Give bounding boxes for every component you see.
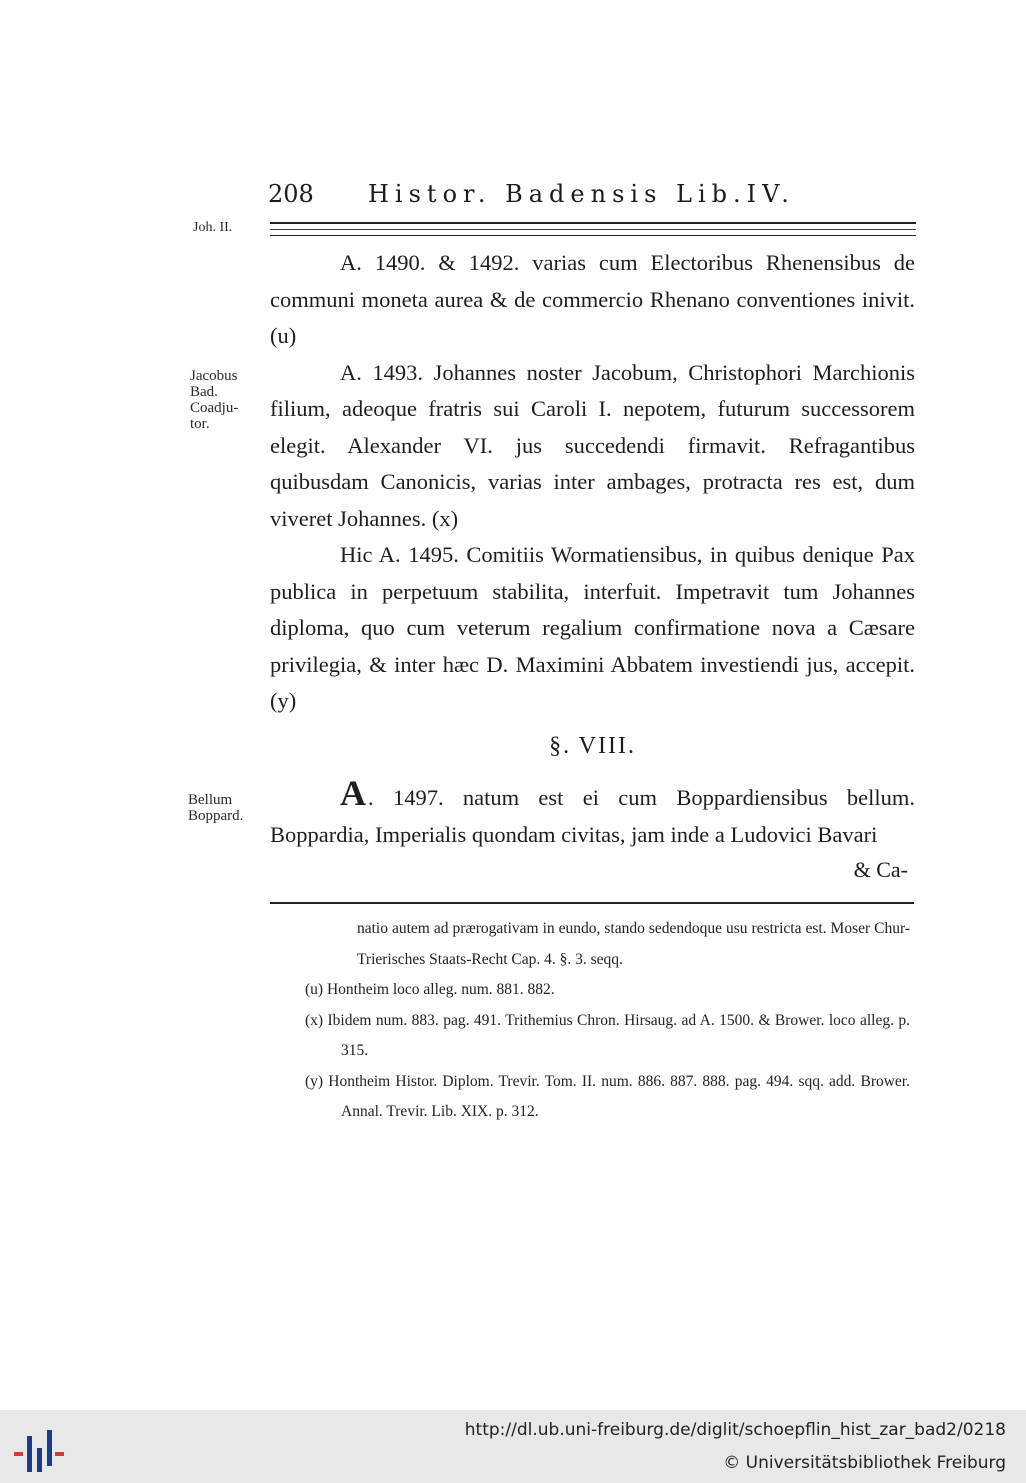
header-rule: [270, 222, 916, 236]
footnote-continued: natio autem ad prærogativam in eundo, stando sedendoque usu restricta est. Moser Chur-Trierisches Staats-Recht Cap. 4. §. 3. seqq.: [357, 920, 910, 968]
paragraph-2: A. 1493. Johannes noster Jacobum, Christophori Marchionis filium, adeoque fratris sui Caroli I. nepotem, futurum successorem elegit. Alexander VI. jus succedendi firmavit. Refragantibus quibusdam Canonicis, varias inter ambages, protracta res est, dum viveret Johannes. (x): [270, 359, 915, 531]
paragraph-1: A. 1490. & 1492. varias cum Electoribus Rhenensibus de communi moneta aurea & de commercio Rhenano conventiones inivit. (u): [270, 250, 915, 348]
margin-note-jacobus: Jacobus Bad. Coadju- tor.: [190, 368, 239, 432]
running-title: Histor. Badensis Lib.IV.: [368, 180, 795, 208]
source-url[interactable]: http://dl.ub.uni-freiburg.de/diglit/schoepflin_hist_zar_bad2/0218: [464, 1420, 1006, 1440]
footnotes: [305, 914, 910, 1128]
section-paragraph-text: . 1497. natum est ei cum Boppardiensibus bellum. Boppardia, Imperialis quondam civitas, jam inde a Ludovici Bavari: [270, 785, 915, 847]
section-paragraph: [270, 773, 915, 853]
paragraph-3: Hic A. 1495. Comitiis Wormatiensibus, in quibus denique Pax publica in perpetuum stabilita, interfuit. Impetravit tum Johannes diploma, quo cum veterum regalium confirmatione nova a Cæsare privilegia, & inter hæc D. Maximini Abbatem investiendi jus, accepit. (y): [270, 542, 915, 713]
footnote-y: (y) Hontheim Histor. Diplom. Trevir. Tom. II. num. 886. 887. 888. pag. 494. sqq. add. Brower. Annal. Trevir. Lib. XIX. p. 312.: [305, 1072, 910, 1120]
catchword: & Ca-: [853, 857, 908, 882]
main-text: [270, 245, 915, 720]
margin-label-joh: Joh. II.: [193, 220, 233, 235]
footnote-u: (u) Hontheim loco alleg. num. 881. 882.: [305, 981, 555, 998]
footnote-x: (x) Ibidem num. 883. pag. 491. Trithemius Chron. Hirsaug. ad A. 1500. & Brower. loco alleg. p. 315.: [305, 1011, 910, 1059]
viewer-footer: [0, 1410, 1026, 1483]
section-heading: §. VIII.: [549, 733, 636, 759]
footnote-rule: [270, 902, 914, 904]
page-header: [268, 180, 914, 214]
ub-freiburg-logo-icon: [14, 1430, 64, 1472]
margin-note-bellum: Bellum Boppard.: [188, 792, 244, 824]
section-text: [270, 773, 915, 853]
copyright-notice: © Universitätsbibliothek Freiburg: [723, 1453, 1006, 1473]
page-number: 208: [268, 180, 314, 208]
initial-letter: A: [340, 773, 366, 813]
